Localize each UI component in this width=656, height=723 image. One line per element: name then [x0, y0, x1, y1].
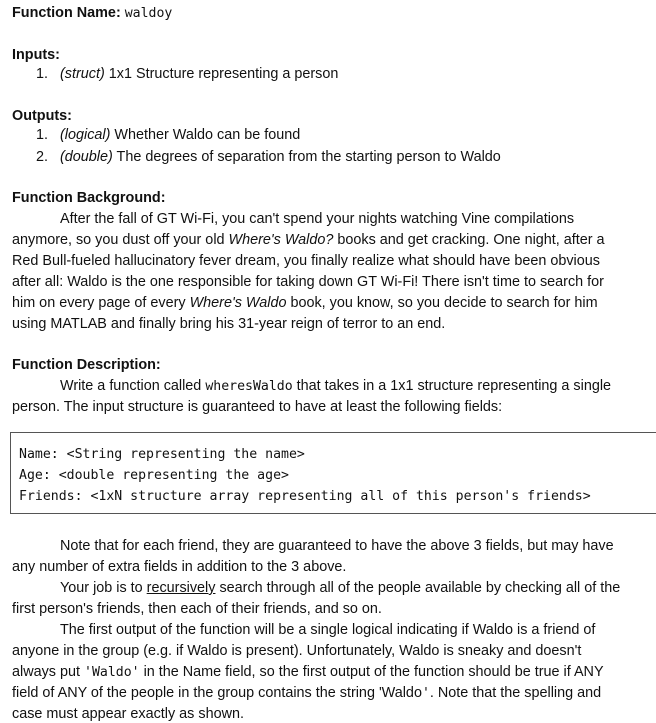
paragraph-line: [60, 579, 620, 597]
background-line: [12, 231, 605, 249]
text-run: search through all of the people available by checking all of the: [215, 580, 621, 596]
description-heading: Function Description:: [12, 357, 161, 373]
outputs-list-item: [36, 148, 501, 166]
paragraph-line: The first output of the function will be a single logical indicating if Waldo is a friend of: [60, 622, 596, 638]
text-run: that takes in a 1x1 structure representing a single: [292, 378, 612, 394]
text-run: him on every page of every: [12, 295, 190, 311]
emphasis-recursively: recursively: [146, 580, 216, 596]
output-desc: Whether Waldo can be found: [110, 127, 301, 143]
background-line: After the fall of GT Wi-Fi, you can't spend your nights watching Vine compilations: [60, 211, 575, 227]
list-number: 1.: [36, 127, 49, 143]
code-string: 'Waldo': [84, 665, 140, 680]
input-type: (struct): [60, 66, 105, 82]
outputs-list-item: [36, 126, 300, 144]
background-line: after all: Waldo is the one responsible for taking down GT Wi-Fi! There isn't time to search for: [12, 274, 604, 290]
paragraph-line: [12, 684, 601, 703]
inputs-heading: Inputs:: [12, 47, 60, 63]
text-run: anymore, so you dust off your old: [12, 232, 229, 248]
text-run: book, you know, so you decide to search for him: [286, 295, 598, 311]
text-run: Write a function called: [60, 378, 206, 394]
function-code-name: wheresWaldo: [205, 379, 293, 394]
function-name-label: Function Name:: [12, 5, 121, 21]
list-number: 1.: [36, 66, 49, 82]
code-quote: ': [421, 686, 430, 701]
text-run: . Note that the spelling and: [429, 685, 602, 701]
background-line: Red Bull-fueled hallucinatory fever dream, you finally realize what should have been obvious: [12, 253, 600, 269]
outputs-heading: Outputs:: [12, 108, 72, 124]
book-title: Where's Waldo: [189, 295, 287, 311]
paragraph-line: [12, 663, 604, 682]
code-line: Friends: <1xN structure array representing all of this person's friends>: [19, 489, 591, 504]
text-run: in the Name field, so the first output of the function should be true if ANY: [139, 664, 604, 680]
paragraph-line: case must appear exactly as shown.: [12, 706, 244, 722]
input-desc: 1x1 Structure representing a person: [104, 66, 339, 82]
text-run: always put: [12, 664, 84, 680]
code-block: [10, 432, 656, 514]
output-desc: The degrees of separation from the starting person to Waldo: [112, 149, 501, 165]
description-line: [60, 377, 611, 396]
background-heading: Function Background:: [12, 190, 166, 206]
list-number: 2.: [36, 149, 49, 165]
paragraph-line: first person's friends, then each of their friends, and so on.: [12, 601, 382, 617]
function-name-value: waldoy: [124, 6, 173, 21]
output-type: (logical): [60, 127, 111, 143]
book-title: Where's Waldo?: [228, 232, 334, 248]
text-run: books and get cracking. One night, after a: [333, 232, 605, 248]
background-line: using MATLAB and finally bring his 31-year reign of terror to an end.: [12, 316, 446, 332]
paragraph-line: Note that for each friend, they are guaranteed to have the above 3 fields, but may have: [60, 538, 614, 554]
code-line: Age: <double representing the age>: [19, 468, 289, 483]
inputs-list-item: [36, 65, 338, 83]
code-line: Name: <String representing the name>: [19, 447, 305, 462]
paragraph-line: anyone in the group (e.g. if Waldo is present). Unfortunately, Waldo is sneaky and doesn't: [12, 643, 582, 659]
text-run: Your job is to: [60, 580, 147, 596]
function-name-line: [12, 4, 172, 23]
paragraph-line: any number of extra fields in addition to the 3 above.: [12, 559, 347, 575]
description-line: person. The input structure is guaranteed to have at least the following fields:: [12, 399, 503, 415]
text-run: field of ANY of the people in the group contains the string 'Waldo: [12, 685, 422, 701]
output-type: (double): [60, 149, 113, 165]
background-line: [12, 294, 598, 312]
